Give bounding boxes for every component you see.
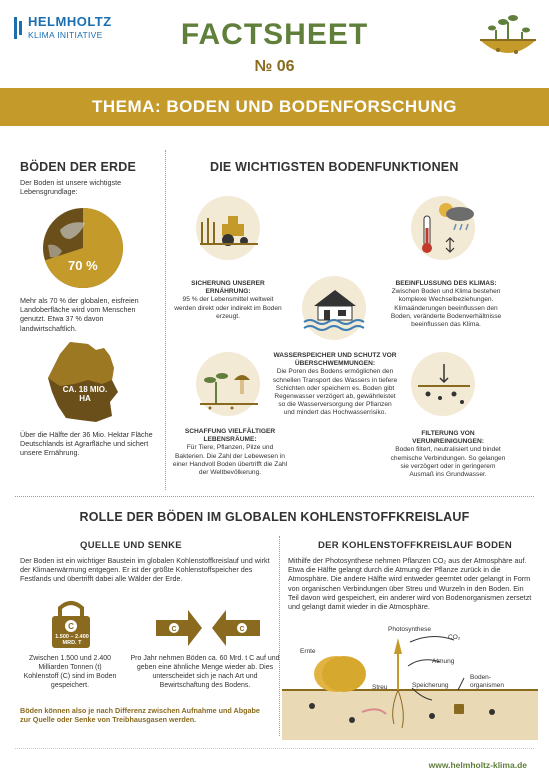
tractor-icon xyxy=(198,208,260,248)
label-soil-organisms-line1: Boden- xyxy=(470,674,491,681)
function-water xyxy=(272,352,398,418)
germany-map-label-line2: HA xyxy=(79,394,91,403)
pie-percent-label: 70 % xyxy=(68,258,98,273)
function-climate-title: BEEINFLUSSUNG DES KLIMAS: xyxy=(395,280,497,287)
factsheet-number: № 06 xyxy=(254,58,295,75)
germany-map xyxy=(40,340,132,424)
svg-text:C: C xyxy=(68,622,74,631)
function-filter-title: FILTERUNG VON VERUNREINIGUNGEN: xyxy=(412,430,484,446)
svg-text:C: C xyxy=(239,626,245,633)
function-habitat-text: Für Tiere, Pflanzen, Pilze und Bakterien. Die Zahl der Lebewesen in einer Handvoll Boden übertrifft die Zahl der Weltbevölkerung. xyxy=(172,444,288,477)
page-title: FACTSHEET xyxy=(180,18,369,51)
footer-url-link[interactable]: www.helmholtz-klima.de xyxy=(428,760,527,770)
column-divider xyxy=(165,150,166,490)
carbon-heading: ROLLE DER BÖDEN IM GLOBALEN KOHLENSTOFFKREISLAUF xyxy=(79,510,470,524)
land-use-pie-chart xyxy=(40,205,126,291)
label-photosynthesis: Photosynthese xyxy=(388,626,432,633)
house-flood-icon xyxy=(300,284,370,334)
agriculture-text: Über die Hälfte der 36 Mio. Hektar Fläche Deutschlands ist Agrarfläche und sichert unsere Ernährung. xyxy=(20,430,153,458)
function-habitat-title: SCHAFFUNG VIELFÄLTIGER LEBENSRÄUME: xyxy=(184,428,276,444)
germany-map-label xyxy=(55,385,115,403)
land-use-text: Mehr als 70 % der globalen, eisfreien Landoberfläche wird vom Menschen genutzt. Etwa 37 % davon landwirtschaftlich. xyxy=(20,296,139,333)
source-sink-note: Böden können also je nach Differenz zwischen Aufnahme und Abgabe zur Quelle oder Senke von Treibhausgasen werden. xyxy=(20,706,260,725)
soil-carbon-cycle-text: Mithilfe der Photosynthese nehmen Pflanzen CO₂ aus der Atmosphäre auf. Etwa die Hälfte gelangt durch die Atmung der Pflanze zurück in die Atmosphäre. Die andere Hälfte wird entweder geerntet oder gelangt in Form von organischen Verbindungen über Streu und Wurzeln in den Boden. Ein Teil davon wird gespeichert, ein anderer wird von Bodenorganismen zersetzt und gelangt damit wieder in die Atmosphäre. xyxy=(288,556,532,612)
label-litter: Streu xyxy=(372,684,388,691)
function-filter-text: Boden filtert, neutralisiert und bindet chemische Verbindungen. So gelangen sie verzögert oder in geringerem Ausmaß ins Grundwasser. xyxy=(390,446,506,479)
function-nutrition-title: SICHERUNG UNSERER ERNÄHRUNG: xyxy=(191,280,265,296)
functions-heading: DIE WICHTIGSTEN BODENFUNKTIONEN xyxy=(210,160,459,174)
function-water-text: Die Poren des Bodens ermöglichen den schnellen Transport des Wassers in tiefere Schichten oder speichern es. Boden gibt Regenwasser verzögert ab, gewährleistet so die Wasserversorgung der Pflanzen und mindert das Hochwasserrisiko. xyxy=(272,368,398,417)
source-sink-text: Der Boden ist ein wichtiger Baustein im globalen Kohlenstoffkreislauf und wirkt der Klimaerwärmung entgegen. Er ist der größte Kohlenstoffspeicher des Festlands und übertrifft dabei alle Wälder der Erde. xyxy=(20,556,270,584)
label-harvest: Ernte xyxy=(300,648,316,655)
function-water-title: WASSERSPEICHER UND SCHUTZ VOR ÜBERSCHWEMMUNGEN: xyxy=(273,352,397,368)
carbon-column-divider xyxy=(279,536,280,736)
label-co2: CO₂ xyxy=(448,634,461,641)
function-nutrition xyxy=(172,280,284,321)
footer-divider xyxy=(15,748,534,749)
lock-text: Zwischen 1.500 und 2.400 Milliarden Tonnen (t) Kohlenstoff (C) sind im Boden gespeichert. xyxy=(23,655,117,689)
soil-carbon-cycle-heading: DER KOHLENSTOFFKREISLAUF BODEN xyxy=(318,540,513,551)
function-nutrition-text: 95 % der Lebensmittel weltweit werden direkt oder indirekt im Boden erzeugt. xyxy=(174,296,282,320)
theme-title: THEMA: BODEN UND BODENFORSCHUNG xyxy=(92,97,457,116)
climate-icon xyxy=(412,198,482,260)
label-soil-organisms-line2: organismen xyxy=(470,681,504,689)
function-climate xyxy=(388,280,504,329)
svg-text:C: C xyxy=(171,626,177,633)
logo-subtitle: KLIMA INITIATIVE xyxy=(28,30,103,40)
filter-icon xyxy=(414,360,474,410)
lock-amount-label: 1.500 – 2.400 MRD. T xyxy=(55,634,89,646)
flux-out-label: 60 MRD. T xyxy=(231,612,257,618)
label-storage: Speicherung xyxy=(412,682,449,689)
label-soil-organisms xyxy=(470,674,504,689)
germany-map-label-line1: CA. 18 MIO. xyxy=(62,385,108,394)
plants-fungi-icon xyxy=(198,360,260,410)
soils-intro: Der Boden ist unsere wichtigste Lebensgrundlage: xyxy=(20,178,122,197)
section-divider xyxy=(15,496,534,497)
flux-in-label: 60 MRD. T xyxy=(159,612,185,618)
soil-sprout-icon xyxy=(476,10,540,66)
logo-wordmark: HELMHOLTZ xyxy=(28,14,112,29)
label-respiration: Atmung xyxy=(432,658,455,665)
flux-text: Pro Jahr nehmen Böden ca. 60 Mrd. t C auf und geben eine ähnliche Menge wieder ab. Dies unterscheidet sich je nach Art und Bewirtschaftung des Bodens. xyxy=(130,655,280,689)
function-climate-text: Zwischen Boden und Klima bestehen komplexe Wechselbeziehungen. Klimaänderungen beeinflussen den Boden, veränderte Bodenverhältnisse beeinflussen das Klima. xyxy=(390,288,502,329)
soils-heading: BÖDEN DER ERDE xyxy=(20,160,137,174)
source-sink-heading: QUELLE UND SENKE xyxy=(80,540,182,551)
carbon-flux-arrows-icon xyxy=(148,604,268,650)
function-habitat xyxy=(172,428,288,477)
function-filter xyxy=(388,430,508,479)
